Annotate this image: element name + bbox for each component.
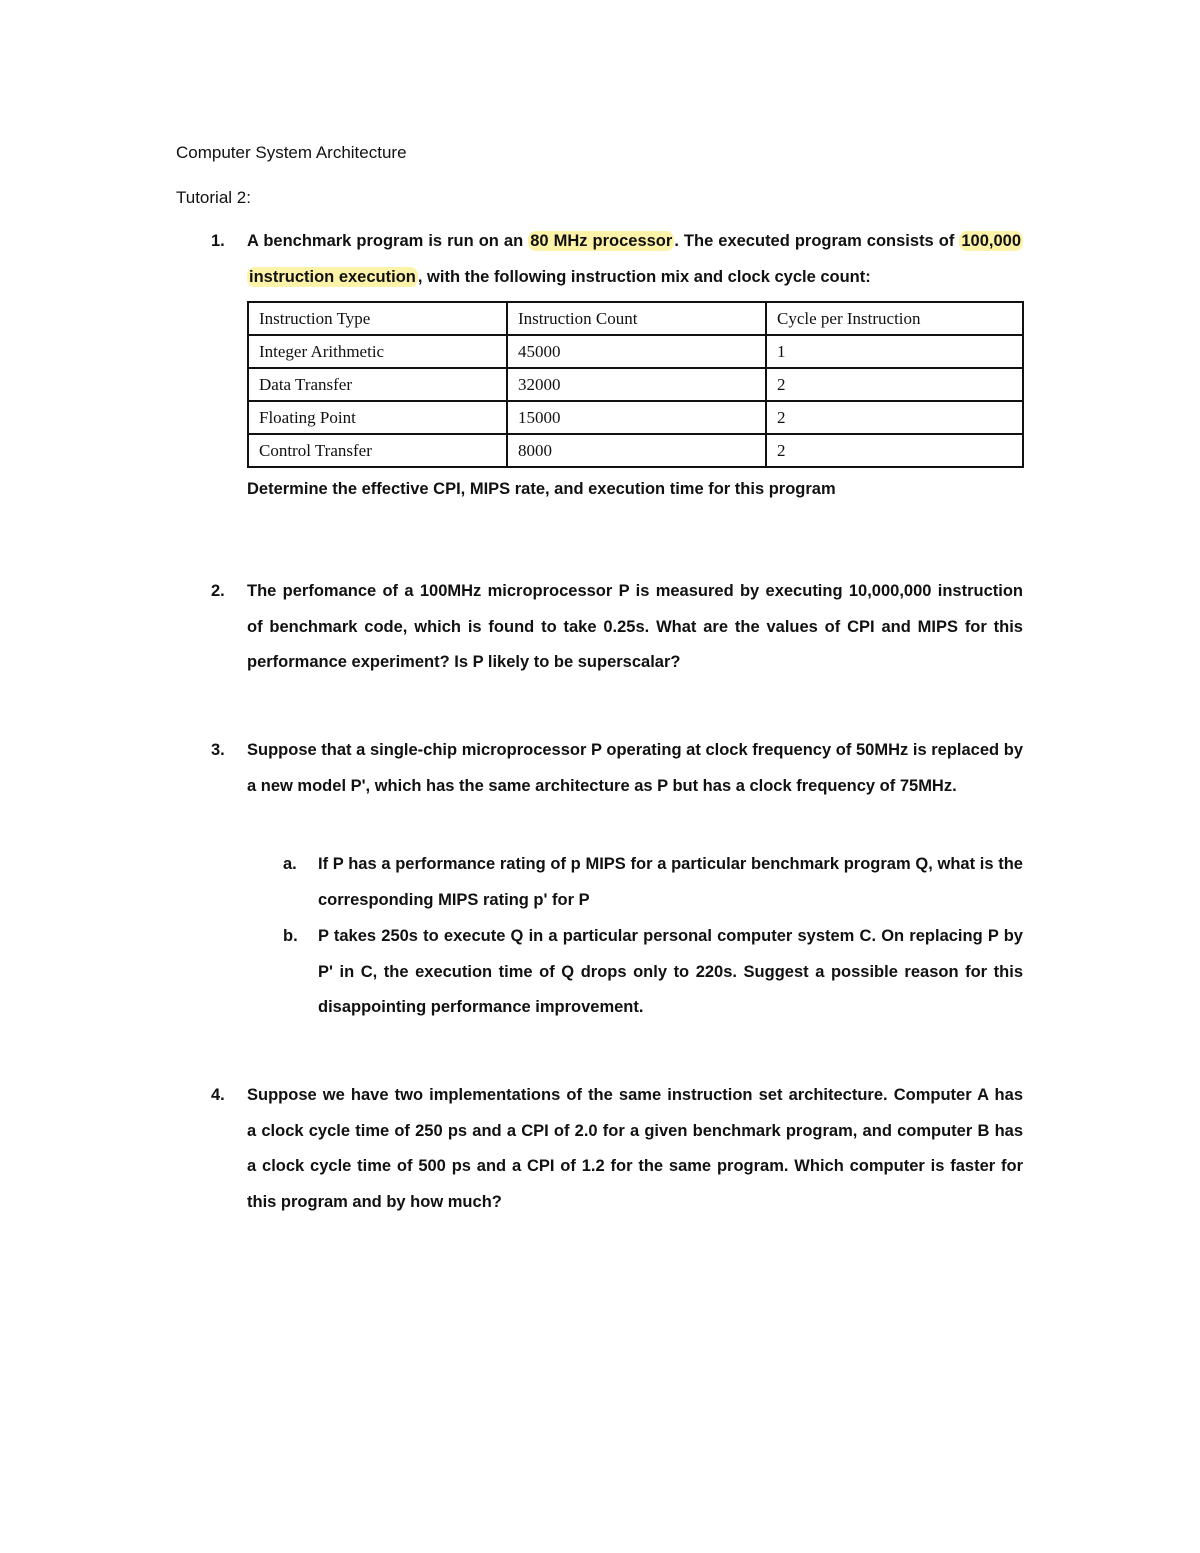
question-4-text	[247, 1078, 1023, 1220]
table-cell: 32000	[507, 368, 766, 401]
question-4-line: Suppose we have two implementations of the same instruction set architecture. Computer A has	[247, 1086, 1023, 1104]
table-cell: 2	[766, 368, 1023, 401]
table-cell: Floating Point	[248, 401, 507, 434]
table-cell: Data Transfer	[248, 368, 507, 401]
table-cell: Integer Arithmetic	[248, 335, 507, 368]
question-3b-line: P' in C, the execution time of Q drops only to 220s. Suggest a possible reason for this	[318, 962, 1023, 981]
question-2-line: of benchmark code, which is found to take 0.25s. What are the values of CPI and MIPS for this	[247, 617, 1023, 636]
question-number: 3.	[211, 741, 225, 759]
table-header-row	[248, 302, 1023, 335]
question-4-line: a clock cycle time of 500 ps and a CPI of 1.2 for the same program. Which computer is faster for	[247, 1157, 1023, 1175]
table-cell: 15000	[507, 401, 766, 434]
question-number: 4.	[211, 1086, 225, 1104]
tutorial-heading: Tutorial 2:	[176, 188, 251, 207]
question-4-line: this program and by how much?	[247, 1192, 502, 1211]
instruction-mix-table	[247, 301, 1024, 468]
table-header-cell: Cycle per Instruction	[766, 302, 1023, 335]
question-3-line: a new model P', which has the same architecture as P but has a clock frequency of 75MHz.	[247, 776, 957, 795]
question-3-text	[247, 733, 1023, 804]
highlight-instruction-count: 100,000	[961, 232, 1022, 250]
subquestion-letter: b.	[283, 927, 298, 945]
text-run: A benchmark program is run on an	[247, 232, 529, 250]
table-cell: Control Transfer	[248, 434, 507, 467]
question-3b-line: P takes 250s to execute Q in a particular personal computer system C. On replacing P by	[318, 927, 1023, 945]
table-cell: 1	[766, 335, 1023, 368]
question-4-line: a clock cycle time of 250 ps and a CPI of 2.0 for a given benchmark program, and computer B has	[247, 1121, 1023, 1140]
table-cell: 2	[766, 434, 1023, 467]
table-cell: 8000	[507, 434, 766, 467]
question-3a-line: If P has a performance rating of p MIPS for a particular benchmark program Q, what is the	[318, 855, 1023, 873]
table-header-cell: Instruction Count	[507, 302, 766, 335]
question-3b-text	[318, 919, 1023, 1026]
question-2-text	[247, 574, 1023, 681]
table-row	[248, 401, 1023, 434]
question-1-text	[247, 224, 1023, 295]
table-row	[248, 335, 1023, 368]
question-1-line-1	[247, 224, 1023, 260]
table-header-cell: Instruction Type	[248, 302, 507, 335]
table-cell: 2	[766, 401, 1023, 434]
question-1-line-2	[247, 260, 1023, 296]
question-1-prompt: Determine the effective CPI, MIPS rate, and execution time for this program	[247, 480, 836, 498]
text-run: . The executed program consists of	[674, 232, 960, 250]
text-run: , with the following instruction mix and clock cycle count:	[417, 267, 871, 286]
question-2-line: performance experiment? Is P likely to be superscalar?	[247, 653, 681, 671]
question-3a-line: corresponding MIPS rating p' for P	[318, 890, 590, 909]
highlight-instruction-execution: instruction execution	[249, 267, 416, 286]
highlight-processor: 80 MHz processor	[530, 232, 673, 250]
question-number: 2.	[211, 582, 225, 600]
question-3-line: Suppose that a single-chip microprocessor P operating at clock frequency of 50MHz is replaced by	[247, 741, 1023, 759]
subquestion-letter: a.	[283, 855, 297, 873]
question-3a-text	[318, 847, 1023, 918]
table-row	[248, 434, 1023, 467]
table-row	[248, 368, 1023, 401]
table-cell: 45000	[507, 335, 766, 368]
question-number: 1.	[211, 232, 225, 250]
question-3b-line: disappointing performance improvement.	[318, 998, 644, 1016]
document-title: Computer System Architecture	[176, 143, 407, 162]
question-2-line: The perfomance of a 100MHz microprocessor P is measured by executing 10,000,000 instruction	[247, 582, 1023, 600]
